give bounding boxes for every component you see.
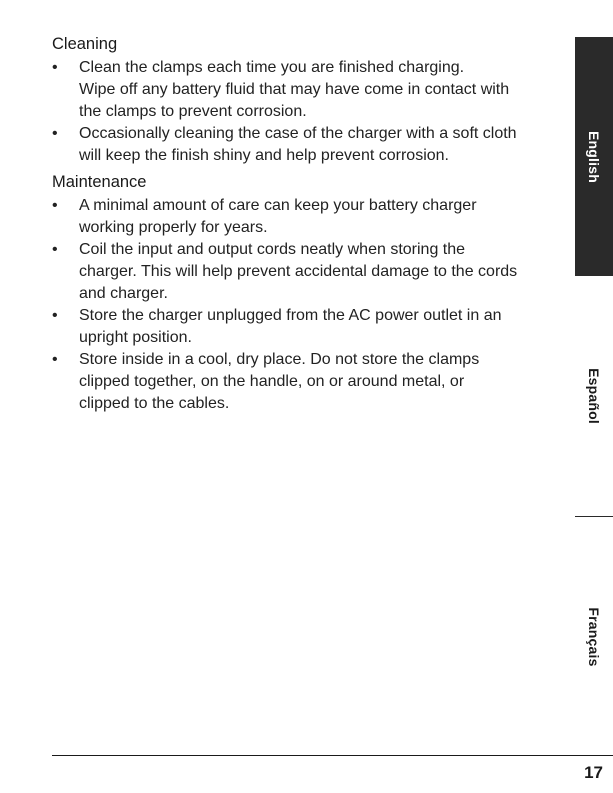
list-item — [52, 239, 562, 305]
tab-espanol[interactable] — [575, 276, 613, 517]
list-item-line: Wipe off any battery fluid that may have come in contact with — [79, 81, 510, 98]
tab-espanol-label: Español — [586, 368, 602, 424]
tab-english[interactable] — [575, 37, 613, 276]
list-item-line: Occasionally cleaning the case of the charger with a soft cloth — [79, 125, 517, 142]
list-item-line: charger. This will help prevent accidental damage to the cords — [79, 263, 518, 280]
list-item-line: and charger. — [79, 285, 168, 302]
list-item-line: Store the charger unplugged from the AC power outlet in an — [79, 307, 502, 324]
bullet-icon: • — [52, 241, 58, 258]
bullet-icon: • — [52, 197, 58, 214]
tab-francais-label: Français — [586, 606, 602, 667]
maintenance-heading: Maintenance — [52, 173, 147, 191]
page-number: 17 — [584, 763, 603, 782]
list-item-line: Coil the input and output cords neatly when storing the — [79, 241, 466, 258]
list-item-line: upright position. — [79, 329, 192, 346]
list-item — [52, 195, 562, 239]
list-item — [52, 123, 562, 167]
bullet-icon: • — [52, 59, 58, 76]
maintenance-list — [52, 195, 562, 415]
bullet-icon: • — [52, 351, 58, 368]
list-item-line: will keep the finish shiny and help prevent corrosion. — [79, 147, 449, 164]
list-item-line: A minimal amount of care can keep your battery charger — [79, 197, 477, 214]
tab-francais[interactable] — [575, 517, 613, 756]
footer-divider — [52, 755, 613, 756]
tab-english-label: English — [586, 130, 602, 183]
manual-content — [52, 33, 562, 419]
list-item-line: working properly for years. — [79, 219, 268, 236]
list-item — [52, 305, 562, 349]
list-item-line: clipped to the cables. — [79, 395, 230, 412]
cleaning-heading: Cleaning — [52, 35, 118, 53]
bullet-icon: • — [52, 307, 58, 324]
list-item — [52, 349, 562, 415]
list-item-line: clipped together, on the handle, on or around metal, or — [79, 373, 465, 390]
list-item-line: Store inside in a cool, dry place. Do not store the clamps — [79, 351, 480, 368]
cleaning-list — [52, 57, 562, 167]
list-item — [52, 57, 562, 123]
list-item-line: Clean the clamps each time you are finished charging. — [79, 59, 465, 76]
bullet-icon: • — [52, 125, 58, 142]
list-item-line: the clamps to prevent corrosion. — [79, 103, 307, 120]
